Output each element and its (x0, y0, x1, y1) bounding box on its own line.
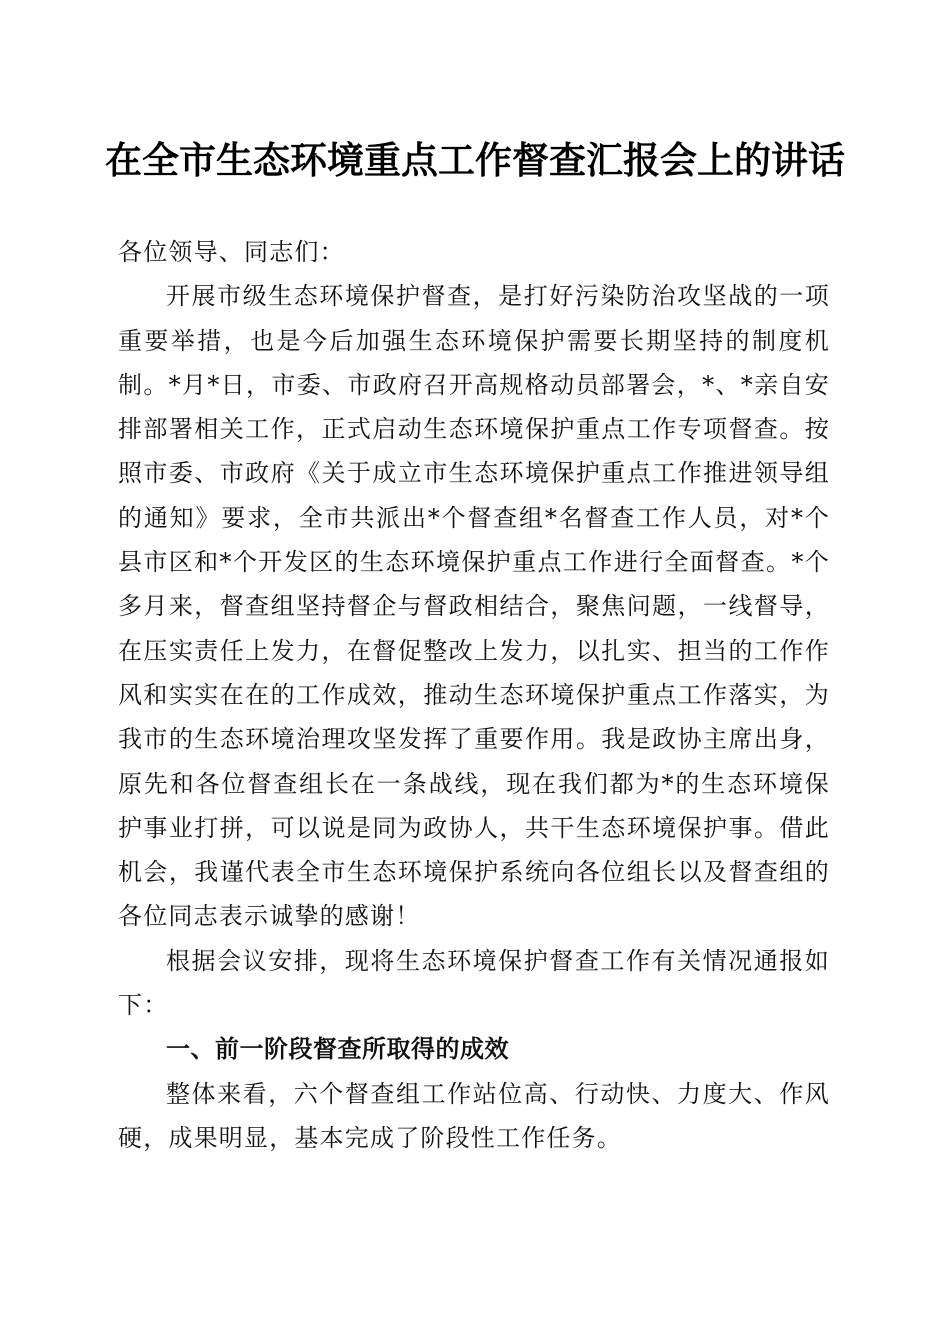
body-paragraph-transition: 根据会议安排，现将生态环境保护督查工作有关情况通报如下： (118, 946, 830, 1020)
document-title: 在全市生态环境重点工作督查汇报会上的讲话 (105, 138, 845, 182)
document-body (118, 230, 830, 1160)
body-paragraph-section: 整体来看，六个督查组工作站位高、行动快、力度大、作风硬，成果明显，基本完成了阶段性工作任务。 (118, 1079, 830, 1152)
body-paragraph-intro: 开展市级生态环境保护督查，是打好污染防治攻坚战的一项重要举措，也是今后加强生态环境保护需要长期坚持的制度机制。*月*日，市委、市政府召开高规格动员部署会，*、*亲自安排部署相关工作，正式启动生态环境保护重点工作专项督查。按照市委、市政府《关于成立市生态环境保护重点工作推进领导组的通知》要求，全市共派出*个督查组*名督查工作人员，对*个县市区和*个开发区的生态环境保护重点工作进行全面督查。*个多月来，督查组坚持督企与督政相结合，聚焦问题，一线督导，在压实责任上发力，在督促整改上发力，以扎实、担当的工作作风和实实在在的工作成效，推动生态环境保护重点工作落实，为我市的生态环境治理攻坚发挥了重要作用。我是政协主席出身，原先和各位督查组长在一条战线，现在我们都为*的生态环境保护事业打拼，可以说是同为政协人，共干生态环境保护事。借此机会，我谨代表全市生态环境保护系统向各位组长以及督查组的各位同志表示诚挚的感谢！ (118, 282, 830, 931)
section-heading: 一、前一阶段督查所取得的成效 (166, 1035, 509, 1064)
greeting-line: 各位领导、同志们： (118, 238, 345, 266)
